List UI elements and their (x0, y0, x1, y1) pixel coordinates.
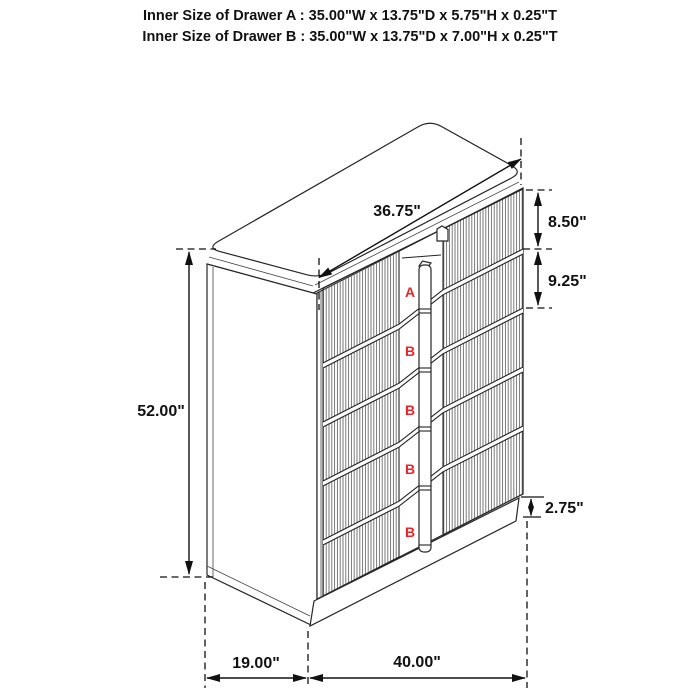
top-width-label: 36.75" (373, 203, 421, 220)
drawer-b-height-label: 9.25" (548, 273, 587, 290)
drawer-label-b2: B (404, 402, 416, 418)
dimension-drawer-heights (523, 190, 587, 308)
stile-top-tab (437, 226, 448, 241)
inner-size-drawer-b: Inner Size of Drawer B : 35.00"W x 13.75"D x 7.00"H x 0.25"T (142, 29, 558, 45)
base-height-label: 2.75" (545, 500, 584, 517)
drawer-label-b4: B (404, 524, 416, 540)
dimension-overall-height (137, 249, 216, 577)
drawer-a-height-label: 8.50" (548, 214, 587, 231)
fluted-panel-left (323, 251, 399, 597)
inner-size-drawer-a: Inner Size of Drawer A : 35.00"W x 13.75"D x 5.75"H x 0.25"T (142, 8, 558, 24)
fluted-panel-right (443, 189, 523, 535)
chest-drawing (207, 123, 523, 626)
overall-height-label: 52.00" (137, 403, 185, 420)
chest-side-panel (207, 264, 317, 625)
drawer-label-a: A (404, 284, 416, 300)
depth-label: 19.00" (232, 655, 280, 672)
drawer-label-b3: B (404, 461, 416, 477)
width-label: 40.00" (393, 654, 441, 671)
drawer-label-b1: B (404, 343, 416, 359)
dimension-base-height (521, 497, 584, 517)
drawer-handle (419, 261, 431, 552)
